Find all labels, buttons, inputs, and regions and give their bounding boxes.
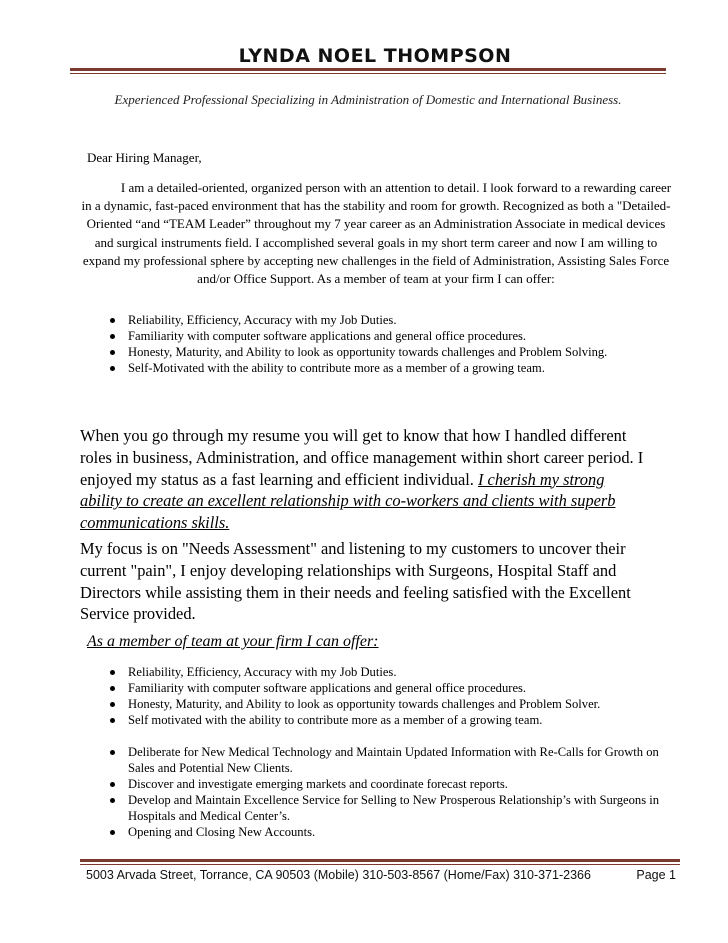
footer-rule-thin <box>80 864 680 865</box>
contact-info: 5003 Arvada Street, Torrance, CA 90503 (Mobile) 310-503-8567 (Home/Fax) 310-371-2366 <box>86 868 591 882</box>
list-item: Familiarity with computer software applications and general office procedures. <box>108 680 698 696</box>
experience-text: When you go through my resume you will get to know that how I handled different roles in business, Administration, and office management within short career period. I enjoyed my status as a fast learning and efficient individual. <box>80 426 644 489</box>
experience-paragraph <box>80 425 650 534</box>
applicant-name: LYNDA NOEL THOMPSON <box>238 45 512 67</box>
list-item: Self motivated with the ability to contribute more as a member of a growing team. <box>108 712 698 728</box>
footer <box>86 868 676 882</box>
list-item: Honesty, Maturity, and Ability to look as opportunity towards challenges and Problem Solver. <box>108 696 698 712</box>
page-number: Page 1 <box>636 868 676 882</box>
list-item: Deliberate for New Medical Technology and Maintain Updated Information with Re-Calls for Growth on Sales and Potential New Clients. <box>108 744 688 776</box>
list-item: Familiarity with computer software applications and general office procedures. <box>108 328 708 344</box>
list-item: Reliability, Efficiency, Accuracy with my Job Duties. <box>108 664 698 680</box>
intro-text: I am a detailed-oriented, organized person with an attention to detail. I look forward to a rewarding career in a dynamic, fast-paced environment that has the stability and room for growth. Recognized as both a "Detailed-Oriented “and “TEAM Leader” throughout my 7 year career as an Administration Associate in medical devices and surgical instruments field. I accomplished several goals in my short term career and now I am willing to expand my professional sphere by accepting new challenges in the field of Administration, Assisting Sales Force and/or Office Support. As a member of team at your firm I can offer: <box>81 180 672 287</box>
tagline: Experienced Professional Specializing in Administration of Domestic and International Business. <box>114 92 622 107</box>
emphasis-text: I cherish my strong ability to create an excellent relationship with co-workers and clients with superb communications skills. <box>80 469 616 533</box>
salutation: Dear Hiring Manager, <box>87 150 202 165</box>
offer-list-2 <box>108 664 698 728</box>
header-rule-thin <box>70 73 666 74</box>
list-item: Honesty, Maturity, and Ability to look as opportunity towards challenges and Problem Solving. <box>108 344 708 360</box>
list-item: Opening and Closing New Accounts. <box>108 824 688 840</box>
list-item: Develop and Maintain Excellence Service for Selling to New Prosperous Relationship’s with Surgeons in Hospitals and Medical Center’s. <box>108 792 688 824</box>
offer-list-1 <box>108 312 708 376</box>
list-item: Self-Motivated with the ability to contribute more as a member of a growing team. <box>108 360 708 376</box>
offer-heading: As a member of team at your firm I can offer: <box>87 633 379 650</box>
list-item: Discover and investigate emerging markets and coordinate forecast reports. <box>108 776 688 792</box>
offer-list-3 <box>108 744 688 840</box>
footer-rule <box>80 859 680 862</box>
focus-paragraph: My focus is on "Needs Assessment" and listening to my customers to uncover their current "pain", I enjoy developing relationships with Surgeons, Hospital Staff and Directors while assisting them in their needs and feeling satisfied with the Excellent Service provided. <box>80 539 631 624</box>
intro-paragraph <box>76 179 676 288</box>
list-item: Reliability, Efficiency, Accuracy with my Job Duties. <box>108 312 708 328</box>
header-rule <box>70 68 666 71</box>
